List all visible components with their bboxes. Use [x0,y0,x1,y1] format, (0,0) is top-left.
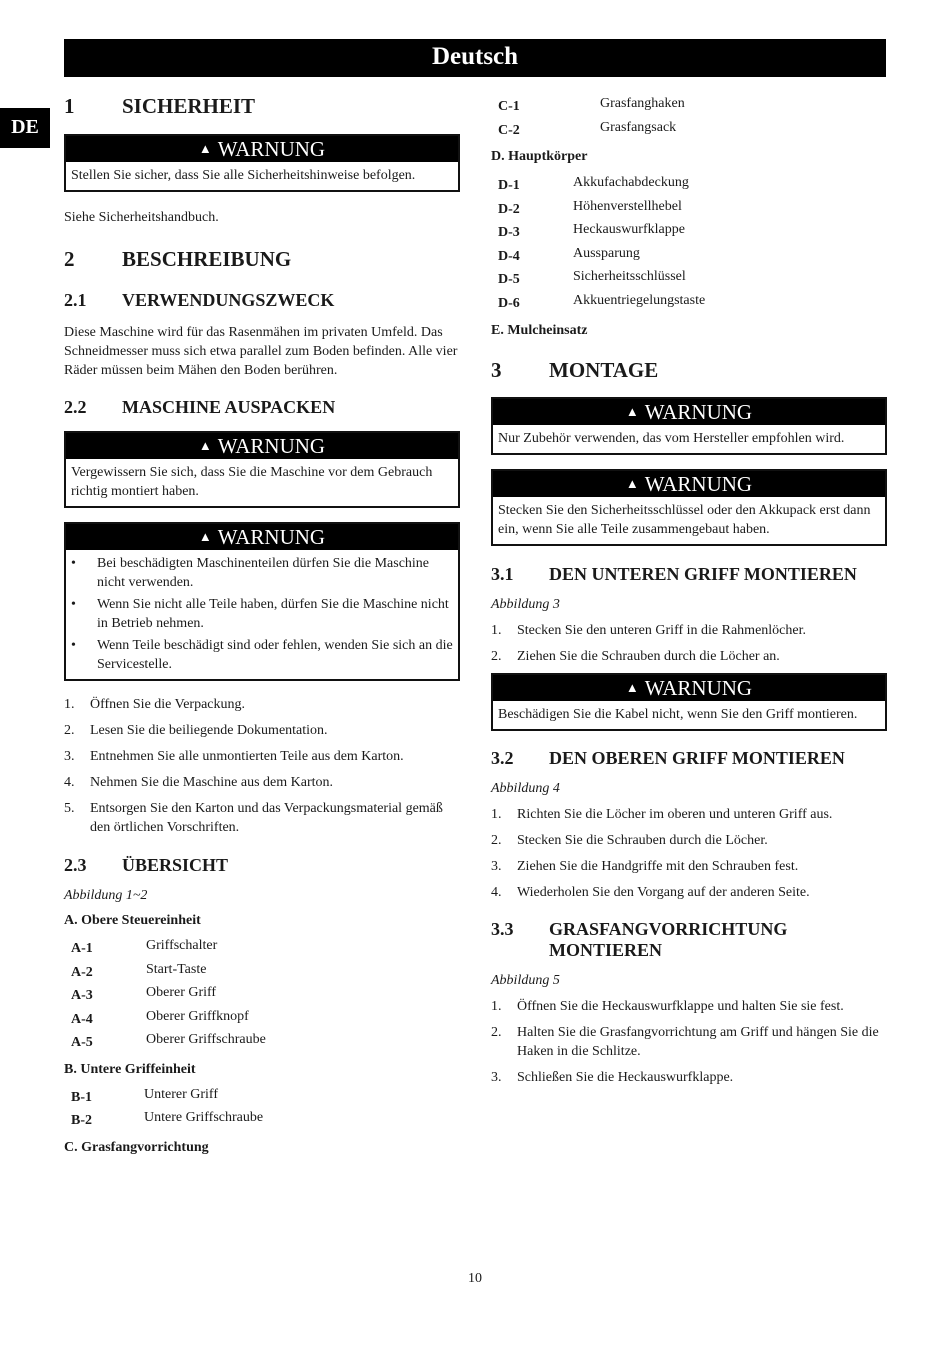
list-item [71,636,453,674]
warning-triangle-icon: ▲ [625,404,639,419]
list-item-text: Wenn Sie nicht alle Teile haben, dürfen Sie die Maschine nicht in Betrieb nehmen. [97,597,449,631]
part-row [491,291,887,315]
subsection-title: DEN UNTEREN GRIFF MONTIEREN [549,564,857,584]
part-code: A-1 [71,941,93,956]
part-code: B-2 [71,1113,92,1128]
part-code: B-1 [71,1089,92,1105]
warning-label: WARNUNG [644,400,753,424]
part-row [491,220,887,244]
step-number: 1. [64,697,75,712]
step-number: 2. [491,833,502,848]
parts-list [64,1085,460,1132]
page-number: 10 [468,1271,482,1286]
language-banner: Deutsch [64,39,886,77]
part-code: A-5 [71,1035,93,1050]
warning-triangle-icon: ▲ [198,438,212,453]
step-text: Stecken Sie den unteren Griff in die Rahmenlöcher. [517,623,806,638]
part-code: A-2 [71,964,93,980]
part-label: Untere Griffschraube [144,1110,264,1125]
subsection-number: 2.1 [64,290,87,310]
group-heading: D. Hauptkörper [491,149,588,164]
list-item [491,857,887,876]
part-code: D-3 [498,225,520,240]
step-text: Öffnen Sie die Verpackung. [90,697,245,712]
step-number: 4. [491,885,502,900]
warning-box [64,522,460,681]
warning-list [66,550,458,679]
list-item [71,595,453,633]
group-heading: A. Obere Steuereinheit [64,913,201,928]
part-label: Oberer Griff [146,985,217,1000]
subsection-number: 3.1 [491,564,514,584]
list-item-text: Wenn Teile beschädigt sind oder fehlen, wenden Sie sich an die Servicestelle. [97,638,453,672]
subsection-heading [491,919,887,961]
part-row [491,197,887,221]
part-row [64,936,460,960]
step-number: 1. [491,623,502,638]
figure-reference: Abbildung 1~2 [64,888,148,903]
group-heading: E. Mulcheinsatz [491,323,588,338]
warning-header [493,399,885,425]
part-label: Sicherheitsschlüssel [573,269,686,284]
part-row [491,173,887,197]
warning-text: Nur Zubehör verwenden, das vom Hersteller empfohlen wird. [498,431,845,446]
step-number: 1. [491,999,502,1014]
list-item [491,647,887,666]
step-text: Entnehmen Sie alle unmontierten Teile aus dem Karton. [90,749,404,764]
step-list [491,997,887,1087]
step-number: 2. [491,1025,502,1040]
bullet-icon: • [71,556,76,571]
section-title: MONTAGE [549,358,659,382]
list-item [64,695,460,714]
warning-box [491,673,887,731]
step-text: Schließen Sie die Heckauswurfklappe. [517,1070,734,1085]
language-tab: DE [0,108,50,148]
part-label: Grasfanghaken [600,96,685,111]
subsection-heading [64,397,460,418]
warning-text: Stecken Sie den Sicherheitsschlüssel oder den Akkupack erst dann ein, wenn Sie alle Teile zusammengebaut haben. [498,503,871,537]
section-heading [64,94,460,119]
list-item [491,831,887,850]
part-row [64,1007,460,1031]
step-text: Stecken Sie die Schrauben durch die Löcher. [517,833,768,848]
list-item [491,1023,887,1061]
step-text: Nehmen Sie die Maschine aus dem Karton. [90,775,333,790]
subsection-heading [491,564,887,585]
warning-triangle-icon: ▲ [625,476,639,491]
part-label: Grasfangsack [600,119,677,135]
warning-box [491,469,887,546]
warning-label: WARNUNG [644,472,753,496]
subsection-number: 3.3 [491,919,514,939]
part-row [491,244,887,268]
part-row [64,960,460,984]
section-number: 3 [491,358,502,382]
warning-label: WARNUNG [217,525,326,549]
list-item [71,554,453,592]
parts-list [491,94,887,141]
step-number: 5. [64,801,75,816]
step-number: 1. [491,807,502,822]
part-label: Heckauswurfklappe [573,222,685,237]
list-item [491,621,887,640]
step-list [64,695,460,837]
step-text: Wiederholen Sie den Vorgang auf der anderen Seite. [517,885,810,900]
step-number: 2. [491,649,502,664]
subsection-number: 2.2 [64,397,87,417]
step-text: Richten Sie die Löcher im oberen und unteren Griff aus. [517,807,833,822]
list-item-text: Bei beschädigten Maschinenteilen dürfen Sie die Maschine nicht verwenden. [97,556,430,590]
left-column [64,94,460,1156]
bullet-icon: • [71,638,76,653]
part-code: D-6 [498,295,520,311]
part-label: Start-Taste [146,961,207,977]
part-code: C-1 [498,99,520,114]
step-list [491,621,887,666]
part-code: D-5 [498,272,520,287]
parts-list [491,173,887,314]
part-label: Aussparung [573,245,640,261]
subsection-title: ÜBERSICHT [122,855,229,875]
parts-list [64,936,460,1054]
step-text: Entsorgen Sie den Karton und das Verpackungsmaterial gemäß den örtlichen Vorschriften. [90,801,443,835]
subsection-title: DEN OBEREN GRIFF MONTIEREN [549,748,845,768]
part-code: D-2 [498,201,520,217]
part-row [64,1108,460,1132]
section-heading [491,358,887,383]
subsection-title: GRASFANGVORRICHTUNG MONTIEREN [549,919,788,960]
warning-text: Beschädigen Sie die Kabel nicht, wenn Sie den Griff montieren. [498,707,858,722]
list-item [64,773,460,792]
warning-triangle-icon: ▲ [198,141,212,156]
subsection-heading [64,855,460,876]
part-row [64,1085,460,1109]
part-code: C-2 [498,122,520,138]
warning-box [64,431,460,508]
list-item [64,721,460,740]
group-heading: C. Grasfangvorrichtung [64,1139,209,1155]
part-label: Oberer Griffschraube [146,1032,266,1047]
warning-triangle-icon: ▲ [198,529,212,544]
step-text: Lesen Sie die beiliegende Dokumentation. [90,723,328,738]
bullet-icon: • [71,597,76,612]
section-heading [64,247,460,272]
part-label: Akkuentriegelungstaste [573,292,706,308]
step-number: 3. [64,749,75,764]
step-number: 2. [64,723,75,738]
step-text: Halten Sie die Grasfangvorrichtung am Griff und hängen Sie die Haken in die Schlitze. [517,1025,879,1059]
figure-reference: Abbildung 4 [491,781,560,796]
step-number: 4. [64,775,75,790]
section-number: 1 [64,94,75,118]
figure-reference: Abbildung 3 [491,597,560,612]
part-row [64,1030,460,1054]
part-label: Griffschalter [146,938,218,953]
part-label: Unterer Griff [144,1086,218,1102]
warning-header [493,675,885,701]
list-item [64,799,460,837]
part-row [491,94,887,118]
list-item [491,1068,887,1087]
warning-box [491,397,887,455]
step-text: Ziehen Sie die Handgriffe mit den Schrauben fest. [517,859,799,874]
step-number: 3. [491,1070,502,1085]
paragraph: Diese Maschine wird für das Rasenmähen im privaten Umfeld. Das Schneidmesser muss sich etwa parallel zum Boden befinden. Alle vier Räder müssen beim Mähen den Boden berühren. [64,325,458,378]
step-text: Ziehen Sie die Schrauben durch die Löcher an. [517,649,780,664]
part-row [491,118,887,142]
right-column [491,94,887,1094]
warning-header [66,524,458,550]
part-label: Akkufachabdeckung [573,175,689,190]
warning-label: WARNUNG [217,137,326,161]
warning-label: WARNUNG [217,434,326,458]
part-label: Oberer Griffknopf [146,1008,249,1024]
subsection-title: MASCHINE AUSPACKEN [122,397,336,417]
warning-box [64,134,460,192]
warning-text: Vergewissern Sie sich, dass Sie die Maschine vor dem Gebrauch richtig montiert haben. [71,465,433,499]
step-number: 3. [491,859,502,874]
part-code: D-1 [498,178,520,193]
part-row [64,983,460,1007]
part-row [491,267,887,291]
warning-triangle-icon: ▲ [625,680,639,695]
part-code: A-3 [71,988,93,1003]
part-label: Höhenverstellhebel [573,198,682,214]
section-title: SICHERHEIT [122,94,256,118]
section-number: 2 [64,247,75,271]
list-item [491,997,887,1016]
warning-text: Stellen Sie sicher, dass Sie alle Sicherheitshinweise befolgen. [71,168,416,183]
step-list [491,805,887,902]
paragraph: Siehe Sicherheitshandbuch. [64,210,219,225]
list-item [491,805,887,824]
section-title: BESCHREIBUNG [122,247,292,271]
part-code: D-4 [498,248,520,264]
list-item [64,747,460,766]
step-text: Öffnen Sie die Heckauswurfklappe und halten Sie sie fest. [517,999,844,1014]
list-item [491,883,887,902]
figure-reference: Abbildung 5 [491,973,560,988]
subsection-number: 3.2 [491,748,514,768]
part-code: A-4 [71,1011,93,1027]
warning-header [493,471,885,497]
subsection-heading [491,748,887,769]
subsection-number: 2.3 [64,855,87,875]
group-heading: B. Untere Griffeinheit [64,1061,196,1077]
warning-label: WARNUNG [644,676,753,700]
subsection-title: VERWENDUNGSZWECK [122,290,335,310]
warning-header [66,136,458,162]
subsection-heading [64,290,460,311]
warning-header [66,433,458,459]
